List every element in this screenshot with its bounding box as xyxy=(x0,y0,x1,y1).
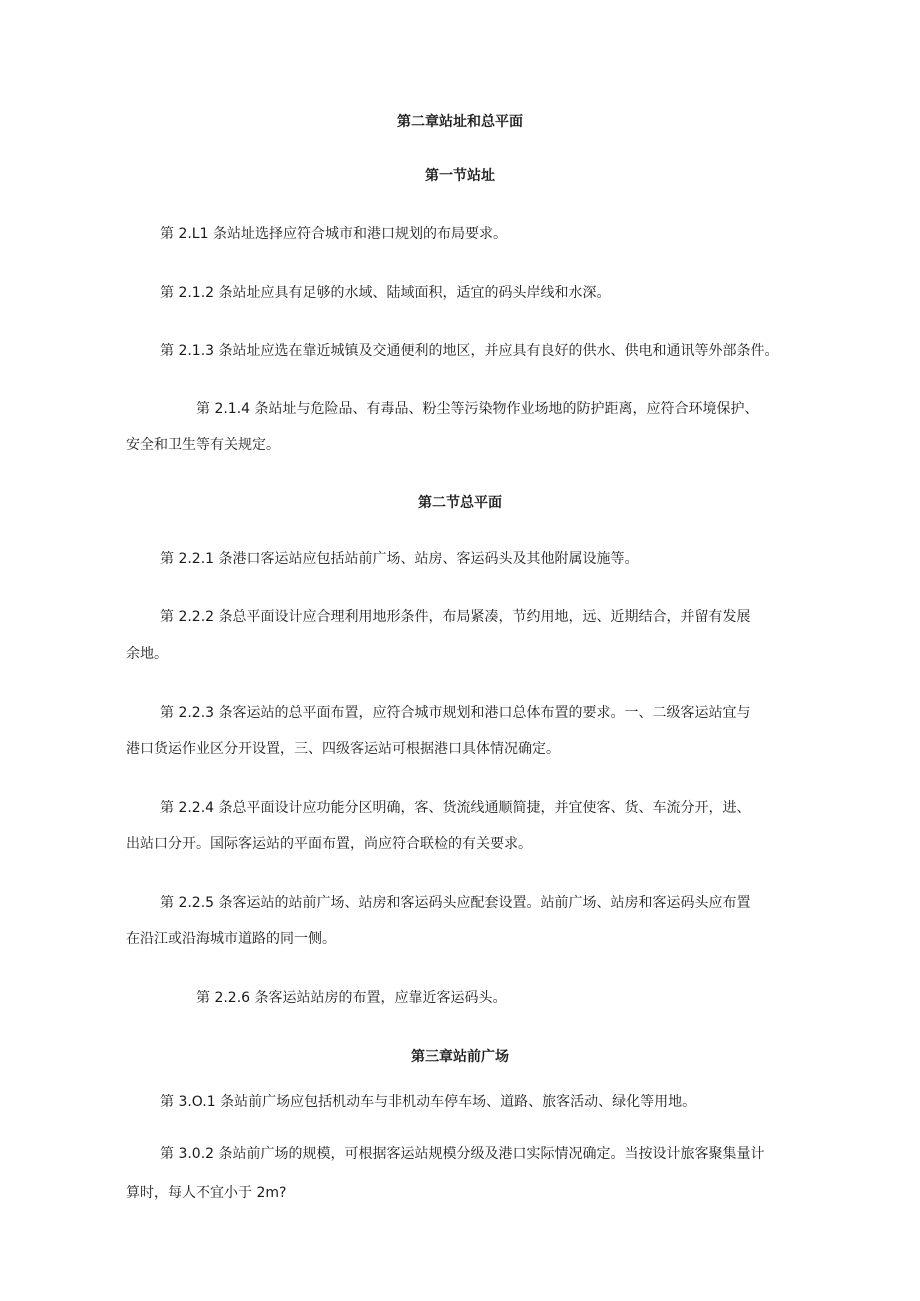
clause-2-2-6: 第 2.2.6 条客运站站房的布置，应靠近客运码头。 xyxy=(196,990,507,1006)
clause-2-2-2-line2: 余地。 xyxy=(126,646,168,662)
clause-2-2-3-line2: 港口货运作业区分开设置，三、四级客运站可根据港口具体情况确定。 xyxy=(126,741,560,757)
clause-2-1-4-line1: 第 2.1.4 条站址与危险品、有毒品、粉尘等污染物作业场地的防护距离，应符合环境保护、 xyxy=(196,401,759,417)
clause-2-2-2-line1: 第 2.2.2 条总平面设计应合理利用地形条件，布局紧凑，节约用地，远、近期结合，并留有发展 xyxy=(160,609,751,625)
clause-2-2-5-line1: 第 2.2.5 条客运站的站前广场、站房和客运码头应配套设置。站前广场、站房和客运码头应布置 xyxy=(160,895,751,911)
clause-2-1-3: 第 2.1.3 条站址应选在靠近城镇及交通便利的地区，并应具有良好的供水、供电和通讯等外部条件。 xyxy=(160,343,779,359)
chapter-3-title: 第三章站前广场 xyxy=(411,1049,509,1065)
clause-2-2-3-line1: 第 2.2.3 条客运站的总平面布置，应符合城市规划和港口总体布置的要求。一、二级客运站宜与 xyxy=(160,705,751,721)
clause-2-1-1: 第 2.L1 条站址选择应符合城市和港口规划的布局要求。 xyxy=(160,226,507,242)
clause-2-2-4-line2: 出站口分开。国际客运站的平面布置，尚应符合联检的有关要求。 xyxy=(126,836,532,852)
clause-3-0-2-line2: 算时，每人不宜小于 2m? xyxy=(126,1185,287,1201)
clause-3-0-1: 第 3.O.1 条站前广场应包括机动车与非机动车停车场、道路、旅客活动、绿化等用地。 xyxy=(160,1094,697,1110)
clause-2-2-1: 第 2.2.1 条港口客运站应包括站前广场、站房、客运码头及其他附属设施等。 xyxy=(160,551,639,567)
clause-2-2-5-line2: 在沿江或沿海城市道路的同一侧。 xyxy=(126,931,336,947)
clause-2-1-2: 第 2.1.2 条站址应具有足够的水域、陆域面积，适宜的码头岸线和水深。 xyxy=(160,285,611,301)
section-2-title: 第二节总平面 xyxy=(418,495,502,511)
clause-2-1-4-line2: 安全和卫生等有关规定。 xyxy=(126,437,280,453)
chapter-2-title: 第二章站址和总平面 xyxy=(397,114,523,130)
clause-2-2-4-line1: 第 2.2.4 条总平面设计应功能分区明确，客、货流线通顺简捷，并宜使客、货、车流分开，进、 xyxy=(160,800,751,816)
clause-3-0-2-line1: 第 3.0.2 条站前广场的规模，可根据客运站规模分级及港口实际情况确定。当按设计旅客聚集量计 xyxy=(160,1146,765,1162)
section-1-title: 第一节站址 xyxy=(425,168,495,184)
